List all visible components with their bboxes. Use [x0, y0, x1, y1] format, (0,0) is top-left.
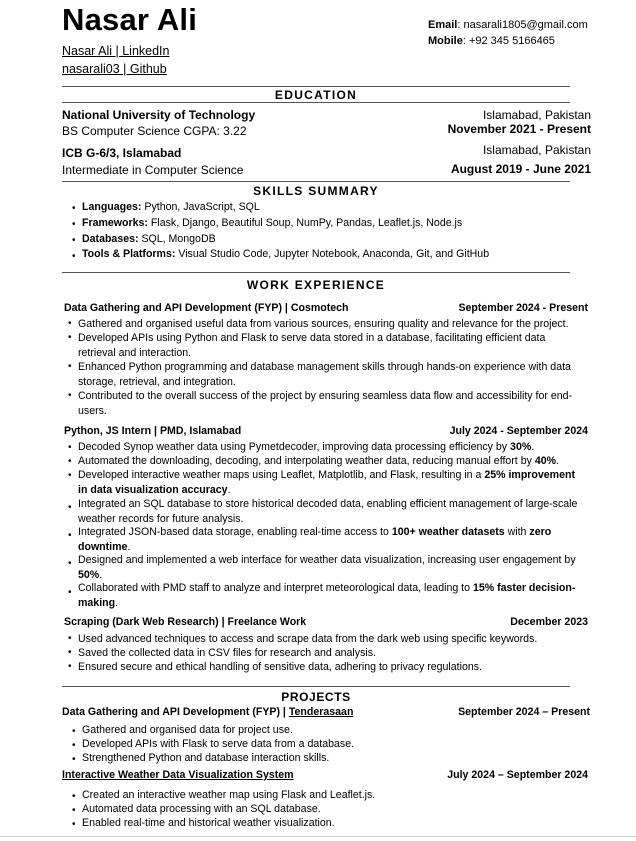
- job-bullet: Used advanced techniques to access and scrape data from the dark web using specific keywords.: [78, 633, 538, 645]
- edu-school-2: ICB G-6/3, Islamabad: [62, 146, 182, 160]
- project-bullet: Created an interactive weather map using Flask and Leaflet.js.: [82, 789, 376, 801]
- edu-dates-1: November 2021 - Present: [447, 122, 591, 136]
- skills-heading: SKILLS SUMMARY: [253, 184, 379, 198]
- project-bullet: Gathered and organised data for project use.: [82, 724, 293, 736]
- bullet-icon: •: [68, 361, 72, 372]
- bullet-icon: •: [68, 318, 72, 329]
- job-dates: December 2023: [510, 616, 588, 628]
- divider: [62, 86, 570, 87]
- bullet-icon: •: [68, 661, 72, 672]
- divider: [62, 181, 570, 182]
- job-bullet: Collaborated with PMD staff to analyze and interpret meteorological data, leading to 15% faster decision-making.: [78, 582, 576, 609]
- project-bullet: Strengthened Python and database interaction skills.: [82, 752, 330, 764]
- job-title: Data Gathering and API Development (FYP) | Cosmotech: [64, 302, 349, 314]
- job-title: Python, JS Intern | PMD, Islamabad: [64, 425, 242, 437]
- project-bullet: Automated data processing with an SQL database.: [82, 803, 321, 815]
- bullet-icon: •: [72, 805, 76, 816]
- job-title: Scraping (Dark Web Research) | Freelance Work: [64, 616, 307, 628]
- bullet-icon: •: [68, 502, 72, 513]
- bullet-icon: •: [68, 390, 72, 401]
- job-bullet: Developed APIs using Python and Flask to serve data stored in a database, facilitating efficient data retrieval and interaction.: [78, 332, 546, 359]
- bullet-icon: •: [72, 219, 76, 230]
- email-label: Email: [428, 19, 458, 31]
- project-bullet: Developed APIs with Flask to serve data from a database.: [82, 738, 355, 750]
- bullet-icon: •: [68, 456, 72, 467]
- job-bullet: Automated the downloading, decoding, and interpolating weather data, reducing manual effort by 40%.: [78, 455, 559, 467]
- bullet-icon: •: [72, 203, 76, 214]
- project-bullet: Enabled real-time and historical weather visualization.: [82, 817, 335, 829]
- project-dates: July 2024 – September 2024: [447, 769, 588, 781]
- bullet-icon: •: [72, 754, 76, 765]
- bullet-icon: •: [68, 647, 72, 658]
- job-bullet: Integrated JSON-based data storage, enabling real-time access to 100+ weather datasets with zero downtime.: [78, 526, 552, 553]
- project-link[interactable]: Interactive Weather Data Visualization System: [62, 769, 294, 781]
- job-dates: July 2024 - September 2024: [449, 425, 588, 437]
- job-bullet: Integrated an SQL database to store historical decoded data, enabling efficient management of large-scale weather records for future analysis.: [78, 498, 578, 525]
- job-bullet: Developed interactive weather maps using Leaflet, Matplotlib, and Flask, resulting in a 25% improvement in data visualization accuracy.: [78, 469, 575, 496]
- bullet-icon: •: [68, 633, 72, 644]
- job-bullet: Gathered and organised useful data from various sources, ensuring quality and relevance for the project.: [78, 318, 569, 330]
- job-bullet: Ensured secure and ethical handling of sensitive data, adhering to privacy regulations.: [78, 661, 482, 673]
- job-bullet: Contributed to the overall success of the project by ensuring seamless data flow and accessibility for end-users.: [78, 390, 573, 417]
- education-heading: EDUCATION: [274, 88, 358, 102]
- project-dates: September 2024 – Present: [458, 706, 590, 718]
- bullet-icon: •: [68, 332, 72, 343]
- job-bullet: Saved the collected data in CSV files for research and analysis.: [78, 647, 376, 659]
- project-title: [62, 769, 294, 781]
- job-bullet: Designed and implemented a web interface for weather data visualization, increasing user engagement by 50%.: [78, 554, 576, 581]
- divider: [62, 272, 570, 273]
- project-link[interactable]: Tenderasaan: [288, 706, 354, 718]
- bullet-icon: •: [68, 558, 72, 569]
- skill-item: Frameworks: Flask, Django, Beautiful Soup, NumPy, Pandas, Leaflet.js, Node.js: [82, 217, 463, 229]
- bullet-icon: •: [68, 587, 72, 598]
- edu-dates-2: August 2019 - June 2021: [450, 162, 591, 176]
- edu-degree-1: BS Computer Science CGPA: 3.22: [62, 124, 247, 138]
- job-bullet: Enhanced Python programming and database management skills through hands-on experience with data storage, retrieval, and integration.: [78, 361, 571, 388]
- skill-item: Databases: SQL, MongoDB: [82, 233, 216, 245]
- bullet-icon: •: [68, 530, 72, 541]
- job-dates: September 2024 - Present: [458, 302, 588, 314]
- resume-name: Nasar Ali: [62, 2, 198, 37]
- skill-item: Tools & Platforms: Visual Studio Code, Jupyter Notebook, Anaconda, Git, and GitHub: [82, 248, 490, 260]
- projects-heading: PROJECTS: [281, 690, 351, 704]
- bullet-icon: •: [68, 470, 72, 481]
- edu-location-2: Islamabad, Pakistan: [482, 143, 591, 157]
- page-bottom-edge: [0, 836, 636, 837]
- skill-item: Languages: Python, JavaScript, SQL: [82, 201, 260, 213]
- edu-degree-2: Intermediate in Computer Science: [62, 163, 244, 177]
- work-heading: WORK EXPERIENCE: [246, 278, 386, 292]
- email-value[interactable]: nasarali1805@gmail.com: [463, 19, 588, 31]
- edu-school-1: National University of Technology: [62, 108, 256, 122]
- github-link[interactable]: nasarali03 | Github: [62, 62, 167, 76]
- mobile-label: Mobile: [428, 35, 463, 47]
- edu-location-1: Islamabad, Pakistan: [482, 108, 591, 122]
- linkedin-link[interactable]: Nasar Ali | LinkedIn: [62, 44, 170, 58]
- bullet-icon: •: [72, 740, 76, 751]
- bullet-icon: •: [72, 726, 76, 737]
- bullet-icon: •: [72, 235, 76, 246]
- job-bullet: Decoded Synop weather data using Pymetdecoder, improving data processing efficiency by 30%.: [78, 441, 535, 453]
- mobile-value: +92 345 5166465: [468, 35, 555, 47]
- divider: [62, 686, 570, 687]
- email-line: Email: nasarali1805@gmail.com: [428, 19, 588, 31]
- bullet-icon: •: [72, 819, 76, 830]
- bullet-icon: •: [72, 251, 76, 262]
- project-title: Data Gathering and API Development (FYP) | Tenderasaan: [62, 706, 354, 718]
- divider: [62, 102, 570, 103]
- mobile-line: Mobile: +92 345 5166465: [428, 35, 555, 47]
- bullet-icon: •: [72, 791, 76, 802]
- bullet-icon: •: [68, 442, 72, 453]
